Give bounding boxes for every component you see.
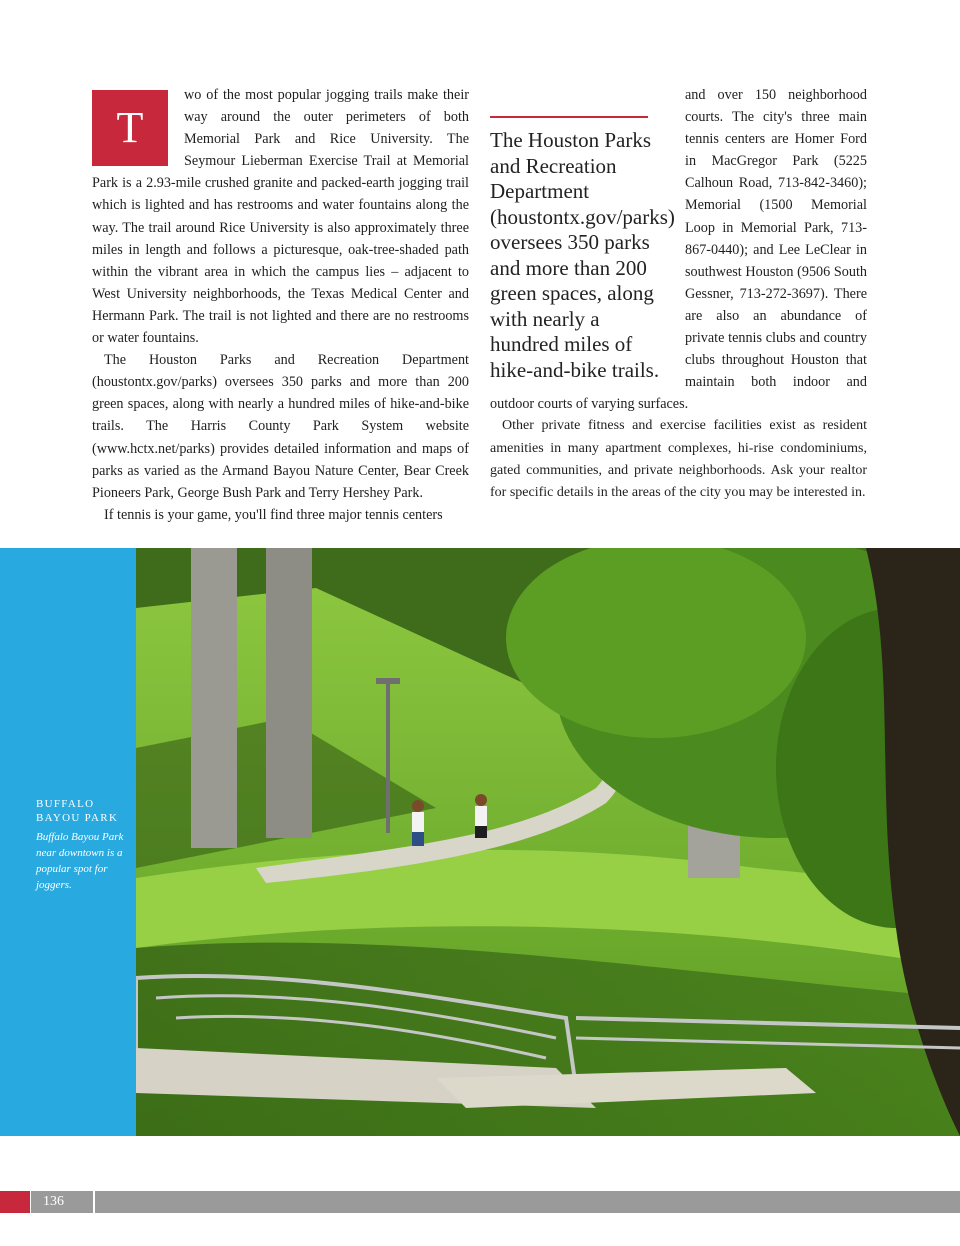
footer-accent xyxy=(0,1191,30,1213)
footer-bar xyxy=(95,1191,960,1213)
caption-title: BUFFALO BAYOU PARK xyxy=(36,798,119,824)
paragraph-parks-department: The Houston Parks and Recreation Department (houstontx.gov/parks) oversees 350 parks and more than 200 green spaces, along with nearly a hundred miles of hike-and-bike trails. The Harris County Park System website (www.hctx.net/parks) provides detailed information and maps of parks as varied as the Armand Bayou Nature Center, Bear Creek Pioneers Park, George Bush Park and Terry Hershey Park. xyxy=(92,352,469,501)
pull-quote-text: The Houston Parks and Recreation Department (houstontx.gov/parks) oversees 350 parks and more than 200 green spaces, along with nearly a hundred miles of hike-and-bike trails. xyxy=(490,128,675,382)
paragraph-jogging-trails: wo of the most popular jogging trails make their way around the outer perimeters of both Memorial Park and Rice University. The Seymour Lieberman Exercise Trail at Memorial Park is a 2.93-mile crushed granite and packed-earth jogging trail which is lighted and has restrooms and water fountains along the way. The trail around Rice University is also approximately three miles in length and follows a picturesque, oak-tree-shaded path within the vibrant area in which the campus lies – adjacent to West University neighborhoods, the Texas Medical Center and Hermann Park. The trail is not lighted and there are no restrooms or water fountains. xyxy=(92,87,469,347)
article-left-column xyxy=(92,84,469,526)
paragraph-tennis-centers xyxy=(490,84,867,415)
page-footer xyxy=(0,1191,960,1213)
caption-panel xyxy=(0,548,136,1136)
paragraph-private-fitness: Other private fitness and exercise facilities exist as resident amenities in many apartment complexes, hi-rise condominiums, gated communities, and private neighborhoods. Ask your realtor for specific details in the areas of the city you may be interested in. xyxy=(490,418,867,500)
pull-quote xyxy=(490,116,675,383)
park-photo xyxy=(136,548,960,1136)
paragraph-tennis-intro: If tennis is your game, you'll find three major tennis centers xyxy=(104,506,443,523)
page-number: 136 xyxy=(31,1191,93,1213)
pull-quote-rule xyxy=(490,116,648,118)
caption-text: Buffalo Bayou Park near downtown is a popular spot for joggers. xyxy=(36,831,124,891)
article-right-column xyxy=(490,84,867,504)
tennis-centers-text: and over 150 neighborhood courts. The city's three main tennis centers are Homer Ford in MacGregor Park (5225 Calhoun Road, 713-842-3460); Memorial (1500 Memorial Loop in Memorial Park, 713-867-0440); and Lee LeClear in southwest Houston (9506 South Gessner, 713-272-3697). There are also an abundance of private tennis clubs and country clubs throughout Houston that maintain both indoor and outdoor courts of varying surfaces. xyxy=(490,87,867,413)
drop-cap: T xyxy=(92,90,168,166)
photo-band xyxy=(0,548,960,1136)
